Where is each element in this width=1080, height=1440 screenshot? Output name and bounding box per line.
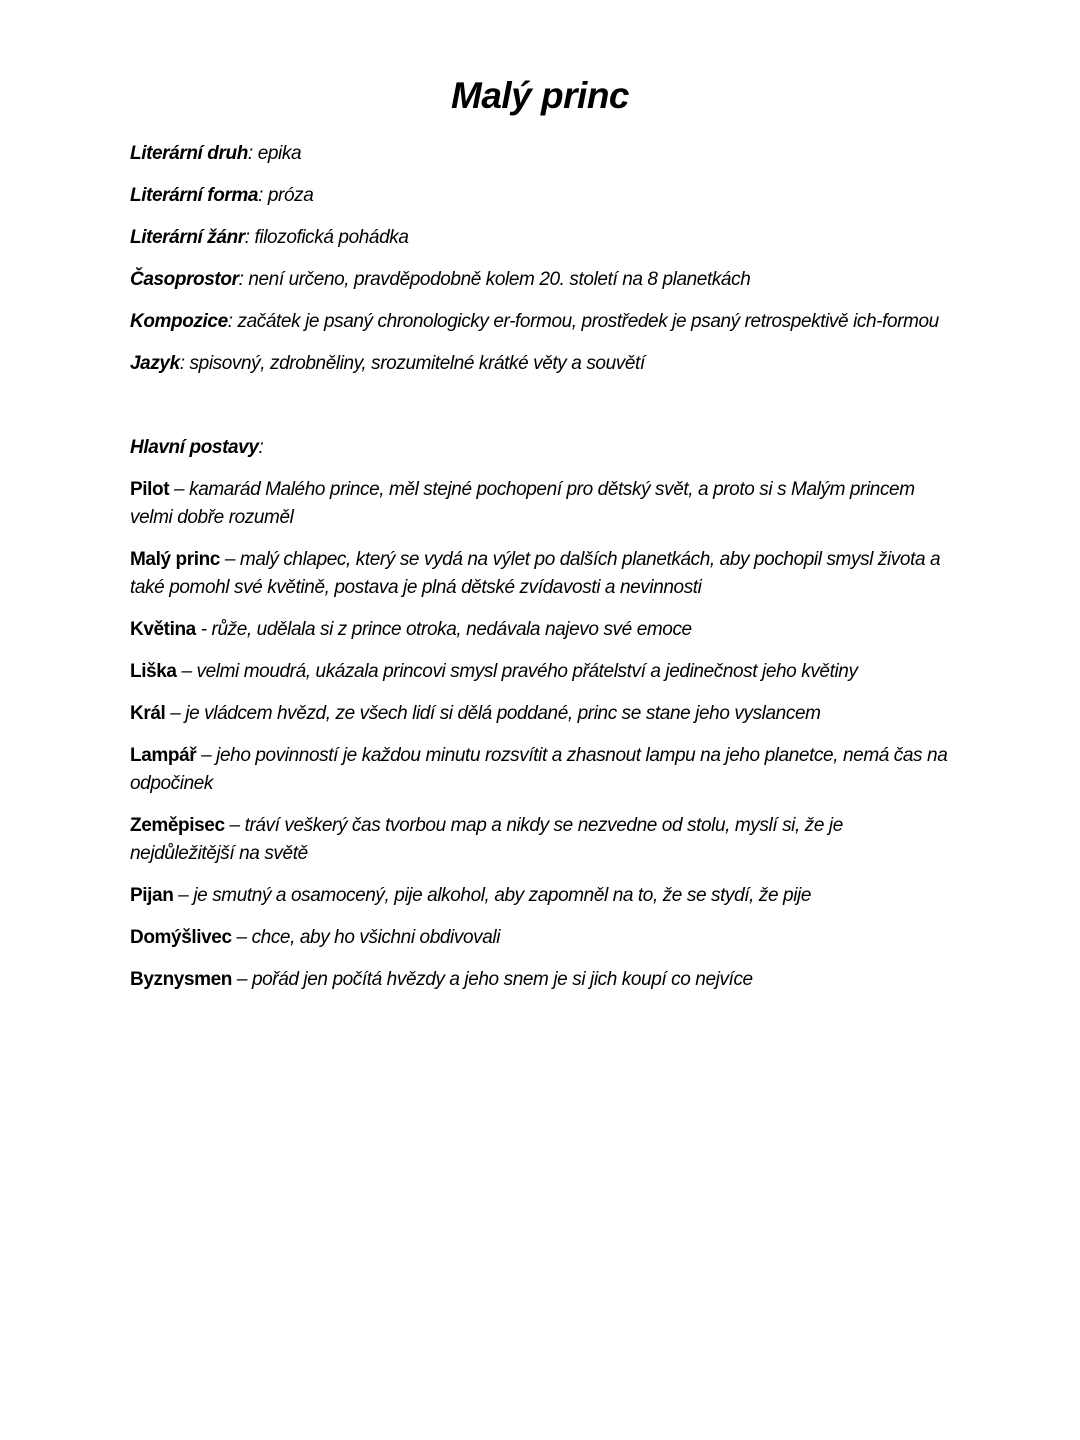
- character-separator: -: [195, 619, 212, 640]
- character-separator: –: [165, 703, 186, 724]
- character-description: jeho povinností je každou minutu rozsvítit a zhasnout lampu na jeho planetce, nemá čas na odpočinek: [130, 745, 948, 794]
- character-description: chce, aby ho všichni obdivovali: [251, 927, 501, 948]
- info-line-composition: [130, 308, 950, 336]
- character-name: Malý princ: [130, 549, 220, 570]
- character-name: Liška: [130, 661, 177, 682]
- character-king: [130, 700, 950, 728]
- character-description: pořád jen počítá hvězdy a jeho snem je si jich koupí co nejvíce: [251, 969, 753, 990]
- characters-heading-label: Hlavní postavy: [130, 437, 259, 458]
- info-separator: :: [227, 311, 238, 332]
- info-value: epika: [257, 143, 302, 164]
- info-separator: :: [244, 227, 255, 248]
- character-separator: –: [219, 549, 240, 570]
- info-line-setting: [130, 266, 950, 294]
- info-value: filozofická pohádka: [254, 227, 409, 248]
- character-name: Květina: [130, 619, 196, 640]
- info-label: Kompozice: [130, 311, 228, 332]
- character-lamplighter: [130, 742, 950, 798]
- info-label: Jazyk: [130, 353, 180, 374]
- character-name: Pilot: [130, 479, 170, 500]
- characters-heading-separator: :: [258, 437, 264, 458]
- info-line-literary-kind: [130, 140, 950, 168]
- character-name: Zeměpisec: [130, 815, 225, 836]
- character-separator: –: [169, 479, 190, 500]
- info-value: spisovný, zdrobněliny, srozumitelné krátké věty a souvětí: [189, 353, 645, 374]
- info-separator: :: [258, 185, 268, 206]
- character-name: Lampář: [130, 745, 197, 766]
- character-separator: –: [231, 927, 252, 948]
- characters-list: [130, 476, 950, 994]
- info-line-literary-genre: [130, 224, 950, 252]
- info-label: Literární žánr: [130, 227, 245, 248]
- info-label: Literární druh: [130, 143, 248, 164]
- character-geographer: [130, 812, 950, 868]
- character-pilot: [130, 476, 950, 532]
- character-separator: –: [232, 969, 252, 990]
- characters-heading: [130, 434, 950, 462]
- info-section: [130, 140, 950, 378]
- character-description: kamarád Malého prince, měl stejné pochopení pro dětský svět, a proto si s Malým princem velmi dobře rozuměl: [130, 479, 915, 528]
- info-label: Časoprostor: [130, 269, 239, 290]
- info-value: próza: [267, 185, 314, 206]
- character-name: Pijan: [130, 885, 174, 906]
- character-businessman: [130, 966, 950, 994]
- section-spacer: [130, 392, 950, 434]
- character-name: Domýšlivec: [130, 927, 232, 948]
- character-description: je vládcem hvězd, ze všech lidí si dělá poddané, princ se stane jeho vyslancem: [185, 703, 821, 724]
- character-description: malý chlapec, který se vydá na výlet po dalších planetkách, aby pochopil smysl života a také pomohl své květině, postava je plná dětské zvídavosti a nevinnosti: [130, 549, 941, 598]
- character-description: velmi moudrá, ukázala princovi smysl pravého přátelství a jedinečnost jeho květiny: [196, 661, 858, 682]
- character-separator: –: [196, 745, 217, 766]
- character-flower: [130, 616, 950, 644]
- character-little-prince: [130, 546, 950, 602]
- character-name: Král: [130, 703, 166, 724]
- info-separator: :: [247, 143, 258, 164]
- character-conceited-man: [130, 924, 950, 952]
- info-line-language: [130, 350, 950, 378]
- info-value: začátek je psaný chronologicky er-formou, prostředek je psaný retrospektivě ich-formou: [237, 311, 939, 332]
- info-separator: :: [238, 269, 249, 290]
- character-fox: [130, 658, 950, 686]
- character-name: Byznysmen: [130, 969, 232, 990]
- info-label: Literární forma: [130, 185, 259, 206]
- info-separator: :: [179, 353, 190, 374]
- character-separator: –: [176, 661, 197, 682]
- character-drunkard: [130, 882, 950, 910]
- character-separator: –: [173, 885, 194, 906]
- character-description: je smutný a osamocený, pije alkohol, aby zapomněl na to, že se stydí, že pije: [193, 885, 812, 906]
- character-description: tráví veškerý čas tvorbou map a nikdy se nezvedne od stolu, myslí si, že je nejdůležitější na světě: [130, 815, 843, 864]
- character-description: růže, udělala si z prince otroka, nedávala najevo své emoce: [211, 619, 692, 640]
- document-title: Malý princ: [451, 75, 629, 116]
- info-value: není určeno, pravděpodobně kolem 20. století na 8 planetkách: [248, 269, 751, 290]
- info-line-literary-form: [130, 182, 950, 210]
- character-separator: –: [224, 815, 245, 836]
